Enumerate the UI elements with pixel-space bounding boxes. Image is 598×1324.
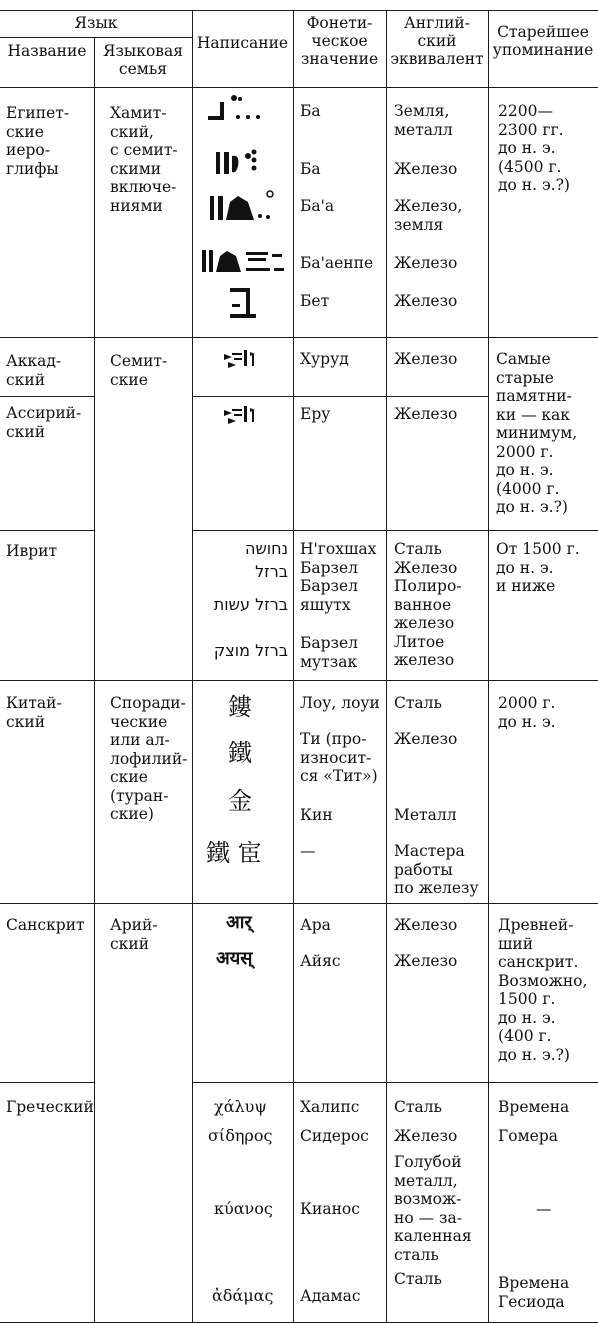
hebrew-word-2: ברזל bbox=[255, 562, 288, 581]
chinese-phon-3: Кин bbox=[300, 806, 333, 824]
greek-phon-2: Сидерос bbox=[300, 1127, 369, 1145]
header-phonetic: Фонети- ческое значение bbox=[300, 14, 379, 68]
greek-word-4: ἀδάμας bbox=[212, 1286, 274, 1305]
rule-top bbox=[0, 10, 598, 11]
chinese-eng-1: Сталь bbox=[394, 694, 442, 712]
sanskrit-phon-1: Ара bbox=[300, 916, 331, 934]
egypt-phon-3: Ба'а bbox=[300, 197, 335, 215]
col-rule-5 bbox=[488, 10, 489, 1323]
akkad-oldest: Самые старые памятни- ки — как минимум, 2000 г. до н. э. (4000 г. до н. э.?) bbox=[496, 350, 578, 516]
hebrew-oldest: От 1500 г. до н. э. и ниже bbox=[496, 540, 580, 595]
rule-assyr-bottom-b bbox=[192, 530, 598, 531]
sanskrit-eng-2: Железо bbox=[394, 952, 458, 970]
sanskrit-eng-1: Железо bbox=[394, 916, 458, 934]
sanskrit-word-2: अयस् bbox=[216, 948, 253, 969]
egypt-eng-2: Железо bbox=[394, 160, 458, 178]
rule-chinese-bottom bbox=[0, 903, 598, 904]
greek-oldest-1: Времена bbox=[498, 1098, 570, 1116]
sanskrit-word-1: आर् bbox=[226, 912, 252, 933]
hebrew-name: Иврит bbox=[6, 542, 58, 560]
header-english: Англий- ский эквивалент bbox=[390, 14, 484, 68]
egypt-eng-1: Земля, металл bbox=[394, 102, 453, 139]
chinese-family: Споради- ческие или ал- лофилий- ские (туран- ские) bbox=[110, 694, 188, 823]
header-name: Название bbox=[7, 42, 87, 60]
rule-hebrew-bottom-b bbox=[94, 680, 598, 681]
rule-header-bottom bbox=[0, 87, 598, 88]
chinese-eng-2: Железо bbox=[394, 730, 458, 748]
rule-sanskrit-bottom-a bbox=[0, 1082, 94, 1083]
egypt-name: Египет- ские иеро- глифы bbox=[6, 104, 70, 178]
chinese-char-2: 鐵 bbox=[228, 739, 252, 767]
assyr-eng: Железо bbox=[394, 405, 458, 423]
aryan-family: Арий- ский bbox=[110, 916, 158, 953]
rule-bottom bbox=[0, 1322, 598, 1323]
egypt-family: Хамит- ский, с семит- скими включе- ниями bbox=[110, 104, 178, 215]
chinese-oldest: 2000 г. до н. э. bbox=[498, 694, 556, 731]
col-rule-2 bbox=[192, 10, 193, 1323]
hebrew-word-4: ברזל מוצק bbox=[213, 641, 288, 660]
greek-oldest-3: — bbox=[536, 1200, 552, 1218]
col-rule-4 bbox=[386, 10, 387, 1323]
cuneiform-hurud bbox=[222, 348, 262, 368]
greek-eng-1: Сталь bbox=[394, 1098, 442, 1116]
hebrew-phon: Н'гохшах Барзел Барзел яшутх bbox=[300, 540, 377, 614]
rule-egypt-bottom bbox=[0, 337, 598, 338]
greek-phon-1: Халипс bbox=[300, 1098, 360, 1116]
header-writing: Написание bbox=[196, 34, 289, 52]
chinese-eng-4: Мастера работы по железу bbox=[394, 842, 479, 897]
greek-phon-4: Адамас bbox=[300, 1287, 361, 1305]
akkad-eng: Железо bbox=[394, 350, 458, 368]
egypt-eng-3: Железо, земля bbox=[394, 197, 463, 234]
rule-akkad-row bbox=[192, 396, 488, 397]
rule-akkad-name bbox=[0, 396, 94, 397]
chinese-char-3: 金 bbox=[228, 787, 252, 815]
rule-hebrew-bottom-a bbox=[0, 680, 94, 681]
rule-sanskrit-bottom-b bbox=[192, 1082, 598, 1083]
sanskrit-name: Санскрит bbox=[6, 916, 85, 934]
egypt-oldest: 2200— 2300 гг. до н. э. (4500 г. до н. э.?) bbox=[498, 102, 570, 194]
chinese-phon-4: — bbox=[300, 842, 316, 860]
header-oldest: Старейшее упоминание bbox=[492, 23, 594, 59]
chinese-char-1: 鏤 bbox=[228, 693, 252, 721]
egypt-phon-2: Ба bbox=[300, 160, 321, 178]
egypt-hieroglyphs bbox=[196, 90, 292, 336]
hieroglyph-leg-base bbox=[208, 116, 224, 120]
header-language: Язык bbox=[74, 14, 118, 32]
assyr-phon: Еру bbox=[300, 405, 331, 423]
greek-name: Греческий bbox=[6, 1098, 94, 1116]
egypt-phon-4: Ба'аенпе bbox=[300, 254, 374, 272]
assyr-name: Ассирий- ский bbox=[6, 404, 82, 441]
rule-assyr-bottom-a bbox=[0, 530, 94, 531]
rule-language-sub bbox=[0, 37, 192, 38]
chinese-phon-1: Лоу, лоуи bbox=[300, 694, 380, 712]
header-family: Языковая семья bbox=[102, 42, 184, 78]
hebrew-word-3: ברזל עשות bbox=[213, 595, 288, 614]
greek-eng-3: Голубой металл, возмож- но — за- каленная сталь bbox=[394, 1153, 472, 1264]
chinese-char-4: 鐵 宦 bbox=[206, 839, 262, 867]
semitic-family: Семит- ские bbox=[110, 352, 168, 389]
hebrew-eng: Сталь Железо Полиро- ванное железо Литое железо bbox=[394, 540, 462, 669]
greek-oldest-4: Времена Гесиода bbox=[498, 1274, 570, 1311]
egypt-phon-1: Ба bbox=[300, 102, 321, 120]
sanskrit-phon-2: Айяс bbox=[300, 952, 341, 970]
egypt-eng-5: Железо bbox=[394, 292, 458, 310]
akkad-name: Аккад- ский bbox=[6, 352, 62, 389]
chinese-phon-2: Ти (про- износит- ся «Тит») bbox=[300, 730, 378, 785]
chinese-eng-3: Металл bbox=[394, 806, 457, 824]
col-rule-3 bbox=[293, 10, 294, 1323]
akkad-phon: Хуруд bbox=[300, 350, 349, 368]
hebrew-phon-2: Барзел мутзак bbox=[300, 634, 359, 671]
sanskrit-oldest: Древней- ший санскрит. Возможно, 1500 г. до н. э. (400 г. до н. э.?) bbox=[498, 916, 588, 1064]
greek-word-3: κύανος bbox=[214, 1199, 273, 1218]
cuneiform-eru bbox=[222, 404, 262, 424]
chinese-name: Китай- ский bbox=[6, 694, 62, 731]
egypt-eng-4: Железо bbox=[394, 254, 458, 272]
hebrew-word-1: נחושה bbox=[244, 539, 288, 558]
greek-eng-2: Железо bbox=[394, 1127, 458, 1145]
egypt-phon-5: Бет bbox=[300, 292, 330, 310]
greek-oldest-2: Гомера bbox=[498, 1127, 558, 1145]
col-rule-1 bbox=[94, 37, 95, 1323]
greek-word-2: σίδηρος bbox=[208, 1126, 273, 1145]
greek-eng-4: Сталь bbox=[394, 1270, 442, 1288]
greek-phon-3: Кианос bbox=[300, 1200, 360, 1218]
greek-word-1: χάλυψ bbox=[214, 1097, 267, 1116]
